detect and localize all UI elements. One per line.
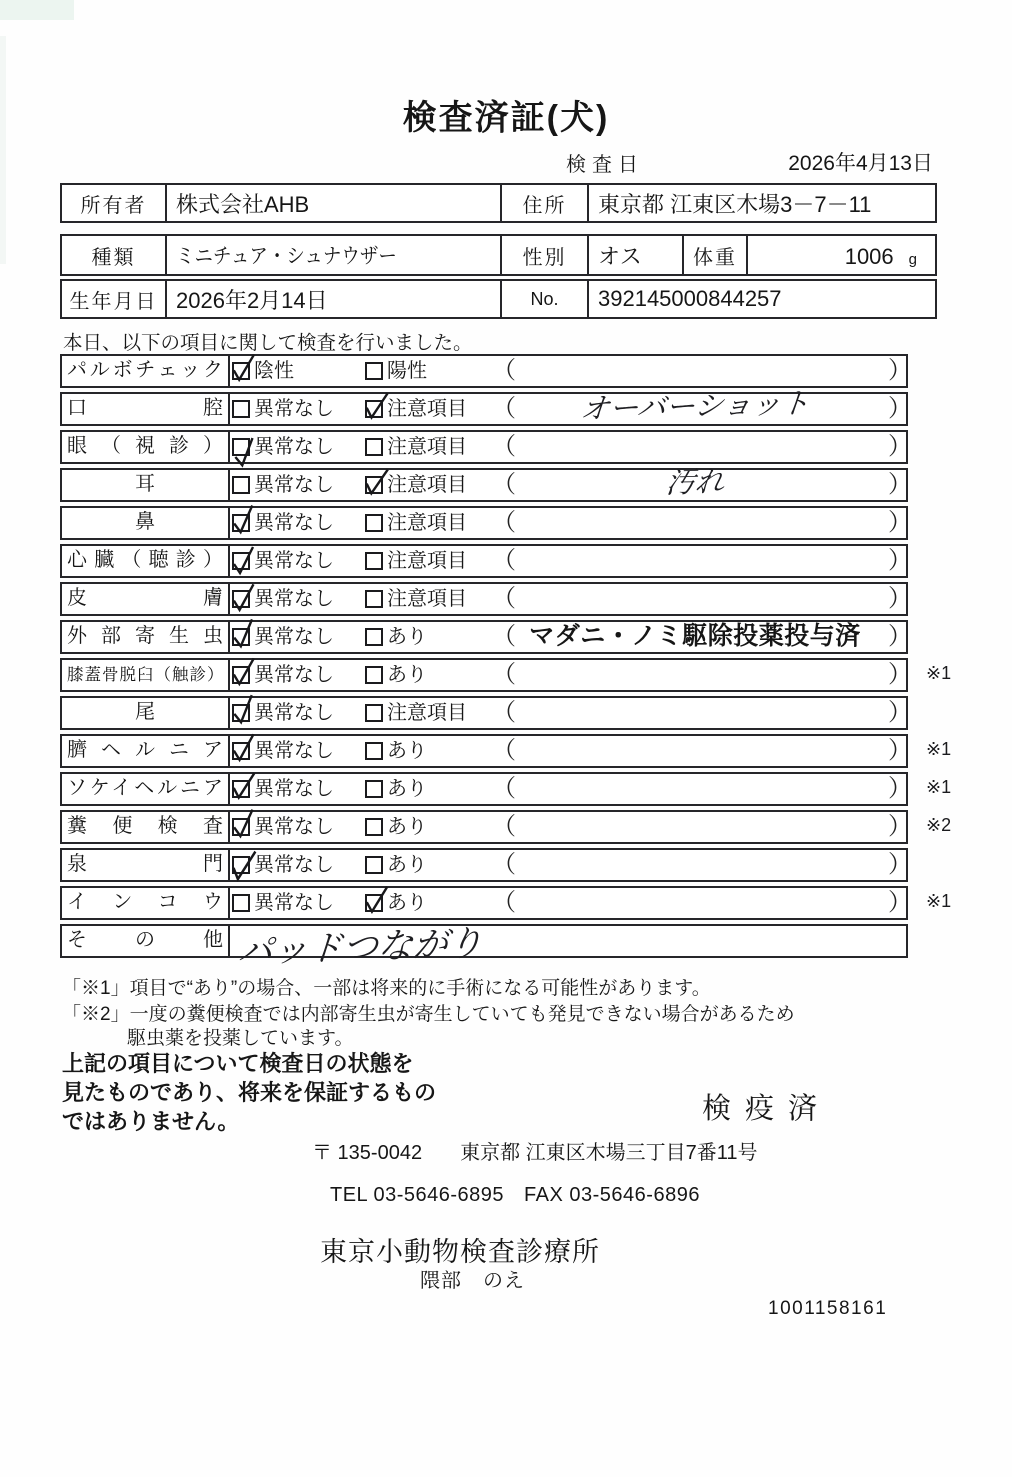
close-paren: ） xyxy=(888,813,912,840)
handwritten-note: オーバーショット xyxy=(578,387,812,427)
checkbox-checked xyxy=(232,362,250,380)
breed-value xyxy=(165,236,500,274)
handwritten-note: 汚れ xyxy=(664,466,726,500)
open-paren: （ xyxy=(492,889,516,916)
exam-row xyxy=(60,466,912,502)
check-mark-icon xyxy=(229,730,257,767)
checkbox-unchecked xyxy=(232,476,250,494)
footnote-ref-mark: ※1 xyxy=(926,739,952,759)
checkbox-unchecked xyxy=(365,704,383,722)
checkbox-unchecked xyxy=(365,818,383,836)
exam-item-label: 糞便検査 xyxy=(62,812,230,842)
check-mark-icon xyxy=(361,462,393,501)
sex-label: 性別 xyxy=(500,236,587,274)
fax-number: FAX 03-5646-6896 xyxy=(524,1184,700,1206)
option-label: あり xyxy=(387,664,427,686)
exam-item-label: 耳 xyxy=(62,470,230,500)
close-paren: ） xyxy=(888,699,912,726)
exam-item-label: パルボチェック xyxy=(62,356,230,386)
check-mark-icon xyxy=(228,691,258,729)
exam-item-label: 皮膚 xyxy=(62,584,230,614)
option-label: あり xyxy=(387,816,427,838)
exam-item-label: 鼻 xyxy=(62,508,230,538)
close-paren: ） xyxy=(888,889,912,916)
check-mark-icon xyxy=(229,349,258,387)
handwritten-note: パッドつながり xyxy=(236,923,485,972)
birthdate-value: 2026年2月14日 xyxy=(165,281,500,317)
inspection-date-label: 検査日 xyxy=(566,154,644,176)
open-paren: （ xyxy=(492,737,516,764)
footnote-ref-mark: ※1 xyxy=(926,663,952,683)
checkbox-checked xyxy=(365,894,383,912)
checkbox-checked xyxy=(232,666,250,684)
quarantine-stamp-text: 検疫済 xyxy=(702,1093,832,1125)
weight-value: 1006 xyxy=(844,244,894,269)
birthdate-label: 生年月日 xyxy=(69,290,158,313)
option-label: 異常なし xyxy=(254,512,334,534)
open-paren: （ xyxy=(492,471,516,498)
checkbox-unchecked xyxy=(365,514,383,532)
option-label: 異常なし xyxy=(254,436,334,458)
option-label: あり xyxy=(387,740,427,762)
address-value: 東京都 江東区木場3－7－11 xyxy=(587,185,935,221)
close-paren: ） xyxy=(888,623,912,650)
option-label: あり xyxy=(387,854,427,876)
close-paren: ） xyxy=(888,775,912,802)
close-paren: ） xyxy=(888,357,912,384)
option-label: 注意項目 xyxy=(387,588,467,610)
checkbox-checked xyxy=(232,514,250,532)
option-label: 異常なし xyxy=(254,474,334,496)
open-paren: （ xyxy=(492,395,516,422)
exam-item-label: その他 xyxy=(62,926,230,956)
weight-value-cell xyxy=(746,236,935,274)
exam-intro-text: 本日、以下の項目に関して検査を行いました。 xyxy=(63,332,473,354)
birth-number-row xyxy=(60,279,937,319)
checkbox-checked xyxy=(232,552,250,570)
check-mark-icon xyxy=(228,767,259,806)
check-mark-icon xyxy=(229,580,257,617)
checkbox-unchecked xyxy=(232,400,250,418)
checkbox-unchecked xyxy=(232,894,250,912)
exam-item-label: 尾 xyxy=(62,698,230,728)
exam-item-label: 口腔 xyxy=(62,394,230,424)
close-paren: ） xyxy=(888,851,912,878)
checkbox-unchecked xyxy=(365,856,383,874)
open-paren: （ xyxy=(492,623,516,650)
footnote-2-line1: 「※2」一度の糞便検査では内部寄生虫が寄生していても発見できない場合があるため xyxy=(62,1004,795,1025)
open-paren: （ xyxy=(492,357,516,384)
open-paren: （ xyxy=(492,433,516,460)
close-paren: ） xyxy=(888,395,912,422)
tel-number: TEL 03-5646-6895 xyxy=(330,1184,505,1206)
check-mark-icon xyxy=(361,386,392,425)
option-label: 注意項目 xyxy=(387,512,467,534)
breed-text: ミニチュア・シュナウザー xyxy=(176,245,397,268)
check-mark-icon xyxy=(229,615,258,653)
footnote-2-line2: 駆虫薬を投薬しています。 xyxy=(127,1028,354,1049)
number-value: 392145000844257 xyxy=(587,281,935,317)
option-label: 異常なし xyxy=(254,854,334,876)
checkbox-unchecked xyxy=(365,628,383,646)
option-label: 異常なし xyxy=(254,664,334,686)
option-label: 注意項目 xyxy=(387,702,467,724)
exam-row xyxy=(60,387,912,427)
footnote-ref-mark: ※2 xyxy=(926,815,952,835)
owner-value: 株式会社AHB xyxy=(165,185,500,221)
check-mark-icon xyxy=(361,881,391,919)
clinic-name: 東京小動物検査診療所 xyxy=(320,1237,600,1267)
option-label: 異常なし xyxy=(254,778,334,800)
sex-value: オス xyxy=(587,236,682,274)
exam-row xyxy=(60,506,912,540)
checkbox-checked xyxy=(232,628,250,646)
option-label: あり xyxy=(387,892,427,914)
option-label: 陽性 xyxy=(387,360,427,382)
open-paren: （ xyxy=(492,509,516,536)
close-paren: ） xyxy=(888,471,912,498)
close-paren: ） xyxy=(888,585,912,612)
footnote-1: 「※1」項目で“あり”の場合、一部は将来的に手術になる可能性があります。 xyxy=(62,978,711,999)
checkbox-unchecked xyxy=(365,666,383,684)
breed-label: 種類 xyxy=(91,246,136,269)
option-label: 異常なし xyxy=(254,702,334,724)
check-mark-icon xyxy=(229,434,260,473)
address-label: 住所 xyxy=(500,185,587,221)
option-label: 異常なし xyxy=(254,626,334,648)
page-title: 検査済証(犬) xyxy=(402,99,610,137)
exam-row xyxy=(60,923,908,972)
scan-artifact xyxy=(0,0,74,20)
examiner-name: 隈部 のえ xyxy=(420,1270,525,1292)
check-mark-icon xyxy=(229,501,258,538)
postal-code: 〒 135-0042 xyxy=(312,1142,423,1164)
exam-row xyxy=(60,772,952,806)
clinic-address: 東京都 江東区木場三丁目7番11号 xyxy=(460,1142,758,1164)
exam-item-label: 心臓（聴診） xyxy=(62,546,230,576)
open-paren: （ xyxy=(492,661,516,688)
close-paren: ） xyxy=(888,661,912,688)
exam-row xyxy=(60,696,912,730)
checkbox-unchecked xyxy=(365,742,383,760)
option-label: 異常なし xyxy=(254,588,334,610)
close-paren: ） xyxy=(888,433,912,460)
close-paren: ） xyxy=(888,509,912,536)
checkbox-checked xyxy=(232,438,250,456)
open-paren: （ xyxy=(492,699,516,726)
weight-label: 体重 xyxy=(682,236,746,274)
exam-row xyxy=(60,620,912,654)
disclaimer-text xyxy=(62,1049,436,1136)
exam-item-label: 膝蓋骨脱臼（触診） xyxy=(62,660,230,690)
checkbox-checked xyxy=(232,856,250,874)
owner-label: 所有者 xyxy=(80,194,147,217)
checkbox-unchecked xyxy=(365,590,383,608)
open-paren: （ xyxy=(492,547,516,574)
exam-row xyxy=(60,354,912,388)
option-label: あり xyxy=(387,626,427,648)
exam-row xyxy=(60,848,912,882)
option-label: 異常なし xyxy=(254,398,334,420)
check-mark-icon xyxy=(230,543,257,579)
weight-unit: g xyxy=(908,251,917,268)
option-label: 異常なし xyxy=(254,892,334,914)
number-label: No. xyxy=(500,281,587,317)
checkbox-checked xyxy=(232,742,250,760)
animal-info-row xyxy=(60,234,937,276)
serial-number: 1001158161 xyxy=(768,1298,888,1319)
checkbox-checked xyxy=(232,590,250,608)
open-paren: （ xyxy=(492,851,516,878)
exam-row xyxy=(60,430,912,464)
disclaimer-line: 見たものであり、将来を保証するもの xyxy=(62,1080,437,1105)
inspection-date-value: 2026年4月13日 xyxy=(788,152,933,175)
option-label: 異常なし xyxy=(254,550,334,572)
footnote-ref-mark: ※1 xyxy=(926,891,952,911)
exam-item-label: インコウ xyxy=(62,888,230,918)
checkbox-unchecked xyxy=(365,552,383,570)
owner-row xyxy=(60,183,937,223)
checkbox-unchecked xyxy=(365,780,383,798)
option-label: 陰性 xyxy=(254,360,294,382)
check-mark-icon xyxy=(229,806,257,843)
option-label: 異常なし xyxy=(254,816,334,838)
exam-row xyxy=(60,582,912,616)
checkbox-checked xyxy=(232,704,250,722)
option-label: 異常なし xyxy=(254,740,334,762)
exam-row xyxy=(60,544,912,578)
open-paren: （ xyxy=(492,585,516,612)
disclaimer-line: 上記の項目について検査日の状態を xyxy=(62,1051,414,1076)
clinic-postal-line xyxy=(312,1136,758,1165)
option-label: あり xyxy=(387,778,427,800)
open-paren: （ xyxy=(492,775,516,802)
scan-artifact xyxy=(0,36,6,264)
exam-item-label: 臍ヘルニア xyxy=(62,736,230,766)
exam-table xyxy=(60,354,952,972)
option-label: 注意項目 xyxy=(387,398,467,420)
checkbox-checked xyxy=(365,476,383,494)
exam-item-label: ソケイヘルニア xyxy=(62,774,230,804)
exam-row xyxy=(60,658,952,692)
option-label: 注意項目 xyxy=(387,436,467,458)
exam-item-label: 泉門 xyxy=(62,850,230,880)
exam-row xyxy=(60,734,952,768)
close-paren: ） xyxy=(888,737,912,764)
printed-note: マダニ・ノミ駆除投薬投与済 xyxy=(529,622,861,650)
checkbox-checked xyxy=(232,780,250,798)
close-paren: ） xyxy=(888,547,912,574)
checkbox-checked xyxy=(232,818,250,836)
exam-item-label: 眼（視診） xyxy=(62,432,230,462)
checkbox-unchecked xyxy=(365,362,383,380)
exam-item-label: 外部寄生虫 xyxy=(62,622,230,652)
clinic-tel-line xyxy=(330,1184,700,1207)
option-label: 注意項目 xyxy=(387,474,467,496)
checkbox-checked xyxy=(365,400,383,418)
check-mark-icon xyxy=(227,843,260,888)
exam-row xyxy=(60,810,952,844)
disclaimer-line: ではありません。 xyxy=(62,1109,240,1134)
open-paren: （ xyxy=(492,813,516,840)
option-label: 注意項目 xyxy=(387,550,467,572)
check-mark-icon xyxy=(229,653,258,690)
footnote-ref-mark: ※1 xyxy=(926,777,952,797)
checkbox-unchecked xyxy=(365,438,383,456)
